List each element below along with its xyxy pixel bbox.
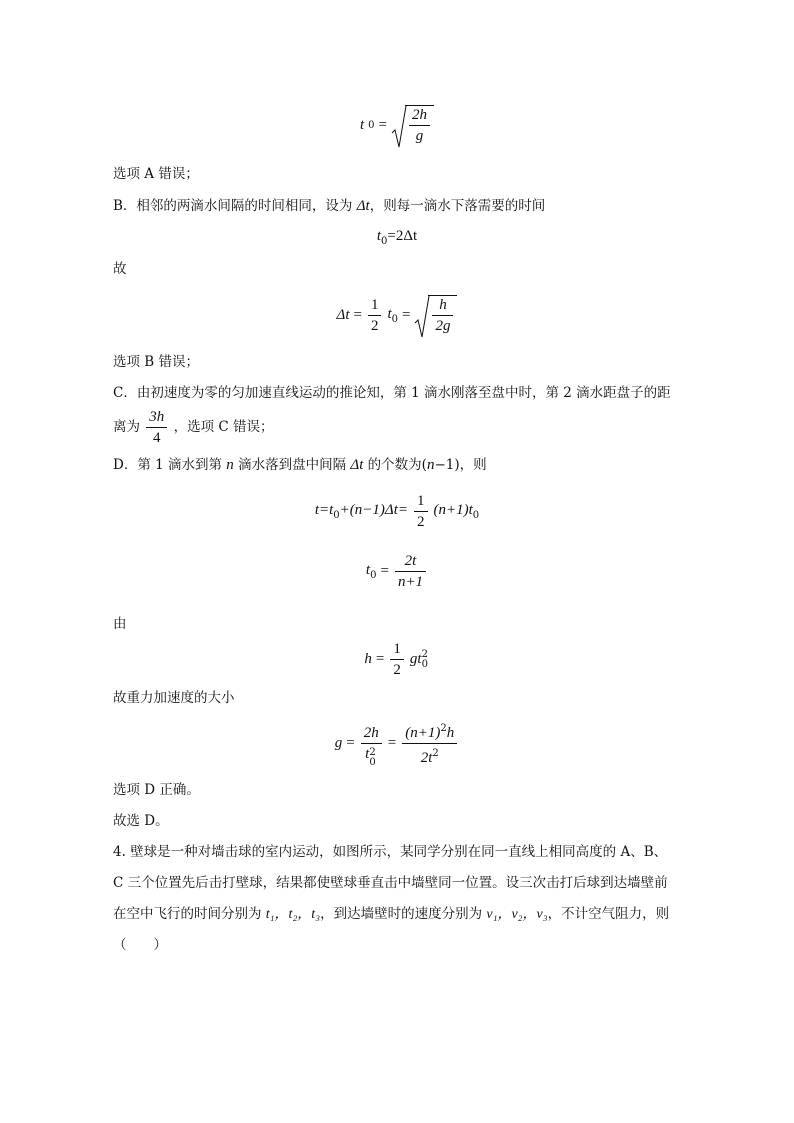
frac-den: 4 [153,430,161,446]
sqrt-symbol [414,295,457,335]
paragraph-c-line1: C．由初速度为零的匀加速直线运动的推论知，第 1 滴水刚落至盘中时，第 2 滴水距盘子的距 [113,385,671,401]
b-suffix: ，则每一滴水下落需要的时间 [369,198,546,214]
eq-var: t [376,228,381,244]
c-suffix: ，选项 C 错误； [173,419,274,435]
paragraph-b [113,196,545,216]
frac-num: 1 [414,492,428,512]
equation-t0-sqrt [0,105,794,145]
equation-t-sum [0,492,794,531]
frac-den: n+1 [397,574,424,590]
frac-num: 3h [146,408,167,428]
q4-times: t₁，t₂，t₃ [265,907,321,922]
d-mid: 滴水落到盘中间隔 [233,457,351,473]
eq-mid: +(n−1)Δt= [339,502,408,518]
text-option-b-wrong: 选项 B 错误； [113,354,200,370]
text-option-a-wrong: 选项 A 错误； [113,166,199,182]
frac-num: h [432,296,453,316]
frac-den: 2 [393,662,401,678]
eq-left: t=t [314,502,334,518]
eq-sup: 2 [421,649,428,660]
eq-sub: 0 [370,570,377,581]
d-n2: n [426,457,435,473]
frac-num: 2h [409,106,430,126]
frac-num: 2h [361,724,382,744]
eq-gt: gt [409,651,422,667]
frac-num: 1 [390,640,404,660]
equation-dt [0,295,794,335]
eq-sub: 0 [333,510,340,521]
d-mid2: 的个数为( [363,457,427,473]
eq-sub: 0 [421,659,428,670]
q4-line3-c: ，不计空气阻力，则 [547,906,670,922]
eq-sign: = [353,306,362,323]
eq-sign: = [346,735,355,751]
b-prefix: B．相邻的两滴水间隔的时间相同，设为 [113,198,357,214]
text-option-d-right: 选项 D 正确。 [113,782,200,798]
frac-num: 2t [395,552,426,572]
frac-den: 2g [435,318,451,334]
frac-den: t [365,746,370,762]
eq-sign-2: = [402,306,411,323]
frac-den: 2 [370,317,379,334]
equation-h [0,640,794,679]
frac-den: g [415,128,424,144]
c-prefix: 离为 [113,419,140,435]
d-suffix: −1)，则 [434,457,487,473]
eq-sign: = [378,116,387,133]
equation-t0-frac [0,552,794,591]
frac-num: (n+1) [405,725,441,741]
text-answer: 故选 D。 [113,813,169,829]
frac-den: 2 [417,514,425,530]
equation-g [0,720,794,767]
eq-rhs: =2Δt [387,228,418,244]
q4-line3-a: 在空中飞行的时间分别为 [113,906,266,922]
frac-num: 1 [368,296,382,316]
b-var: Δt [356,198,370,214]
sqrt-symbol [391,105,434,145]
q4-line3-b: ，到达墙壁时的速度分别为 [320,906,487,922]
eq-sub: 0 [391,313,399,325]
eq-sign: = [380,563,389,579]
text-g-size: 故重力加速度的大小 [113,690,235,706]
d-dt: Δt [350,457,364,473]
eq-sub: 0 [381,236,388,247]
den-sup: 2 [432,748,439,759]
paragraph-c-line2 [113,408,274,447]
equation-t0-2dt [0,228,794,247]
eq-var: Δt [336,306,350,323]
q4-line2: C 三个位置先后击打壁球，结果都使壁球垂直击中墙壁同一位置。设三次击打后球到达墙壁前 [113,875,668,891]
paragraph-d [113,455,487,475]
eq-sub: 0 [368,119,375,131]
d-prefix: D．第 1 滴水到第 [113,457,227,473]
eq-sub-2: 0 [472,510,480,521]
num-sup: 2 [440,723,447,734]
eq-var: g [334,735,343,751]
eq-var-t: t [387,305,392,322]
den-sup: 2 [369,747,376,758]
eq-var: t [359,116,365,133]
den-sub: 0 [369,757,376,768]
num-h: h [446,725,455,741]
frac-den: 2t [420,750,433,766]
q4-line3 [113,904,669,925]
eq-var: t [365,562,371,578]
q4-velocities: v₁，v₂，v₃ [486,907,548,922]
q4-line1: 4. 壁球是一种对墙击球的室内运动，如图所示，某同学分别在同一直线上相同高度的 A、B、 [113,844,668,860]
eq-sign: = [375,651,385,667]
eq-sign-2: = [387,735,397,751]
text-you: 由 [113,616,127,632]
eq-right: (n+1)t [433,502,473,518]
text-gu: 故 [113,261,127,277]
d-n: n [226,457,234,473]
q4-answer-blank: （ ） [113,937,167,953]
eq-var: h [364,651,372,667]
